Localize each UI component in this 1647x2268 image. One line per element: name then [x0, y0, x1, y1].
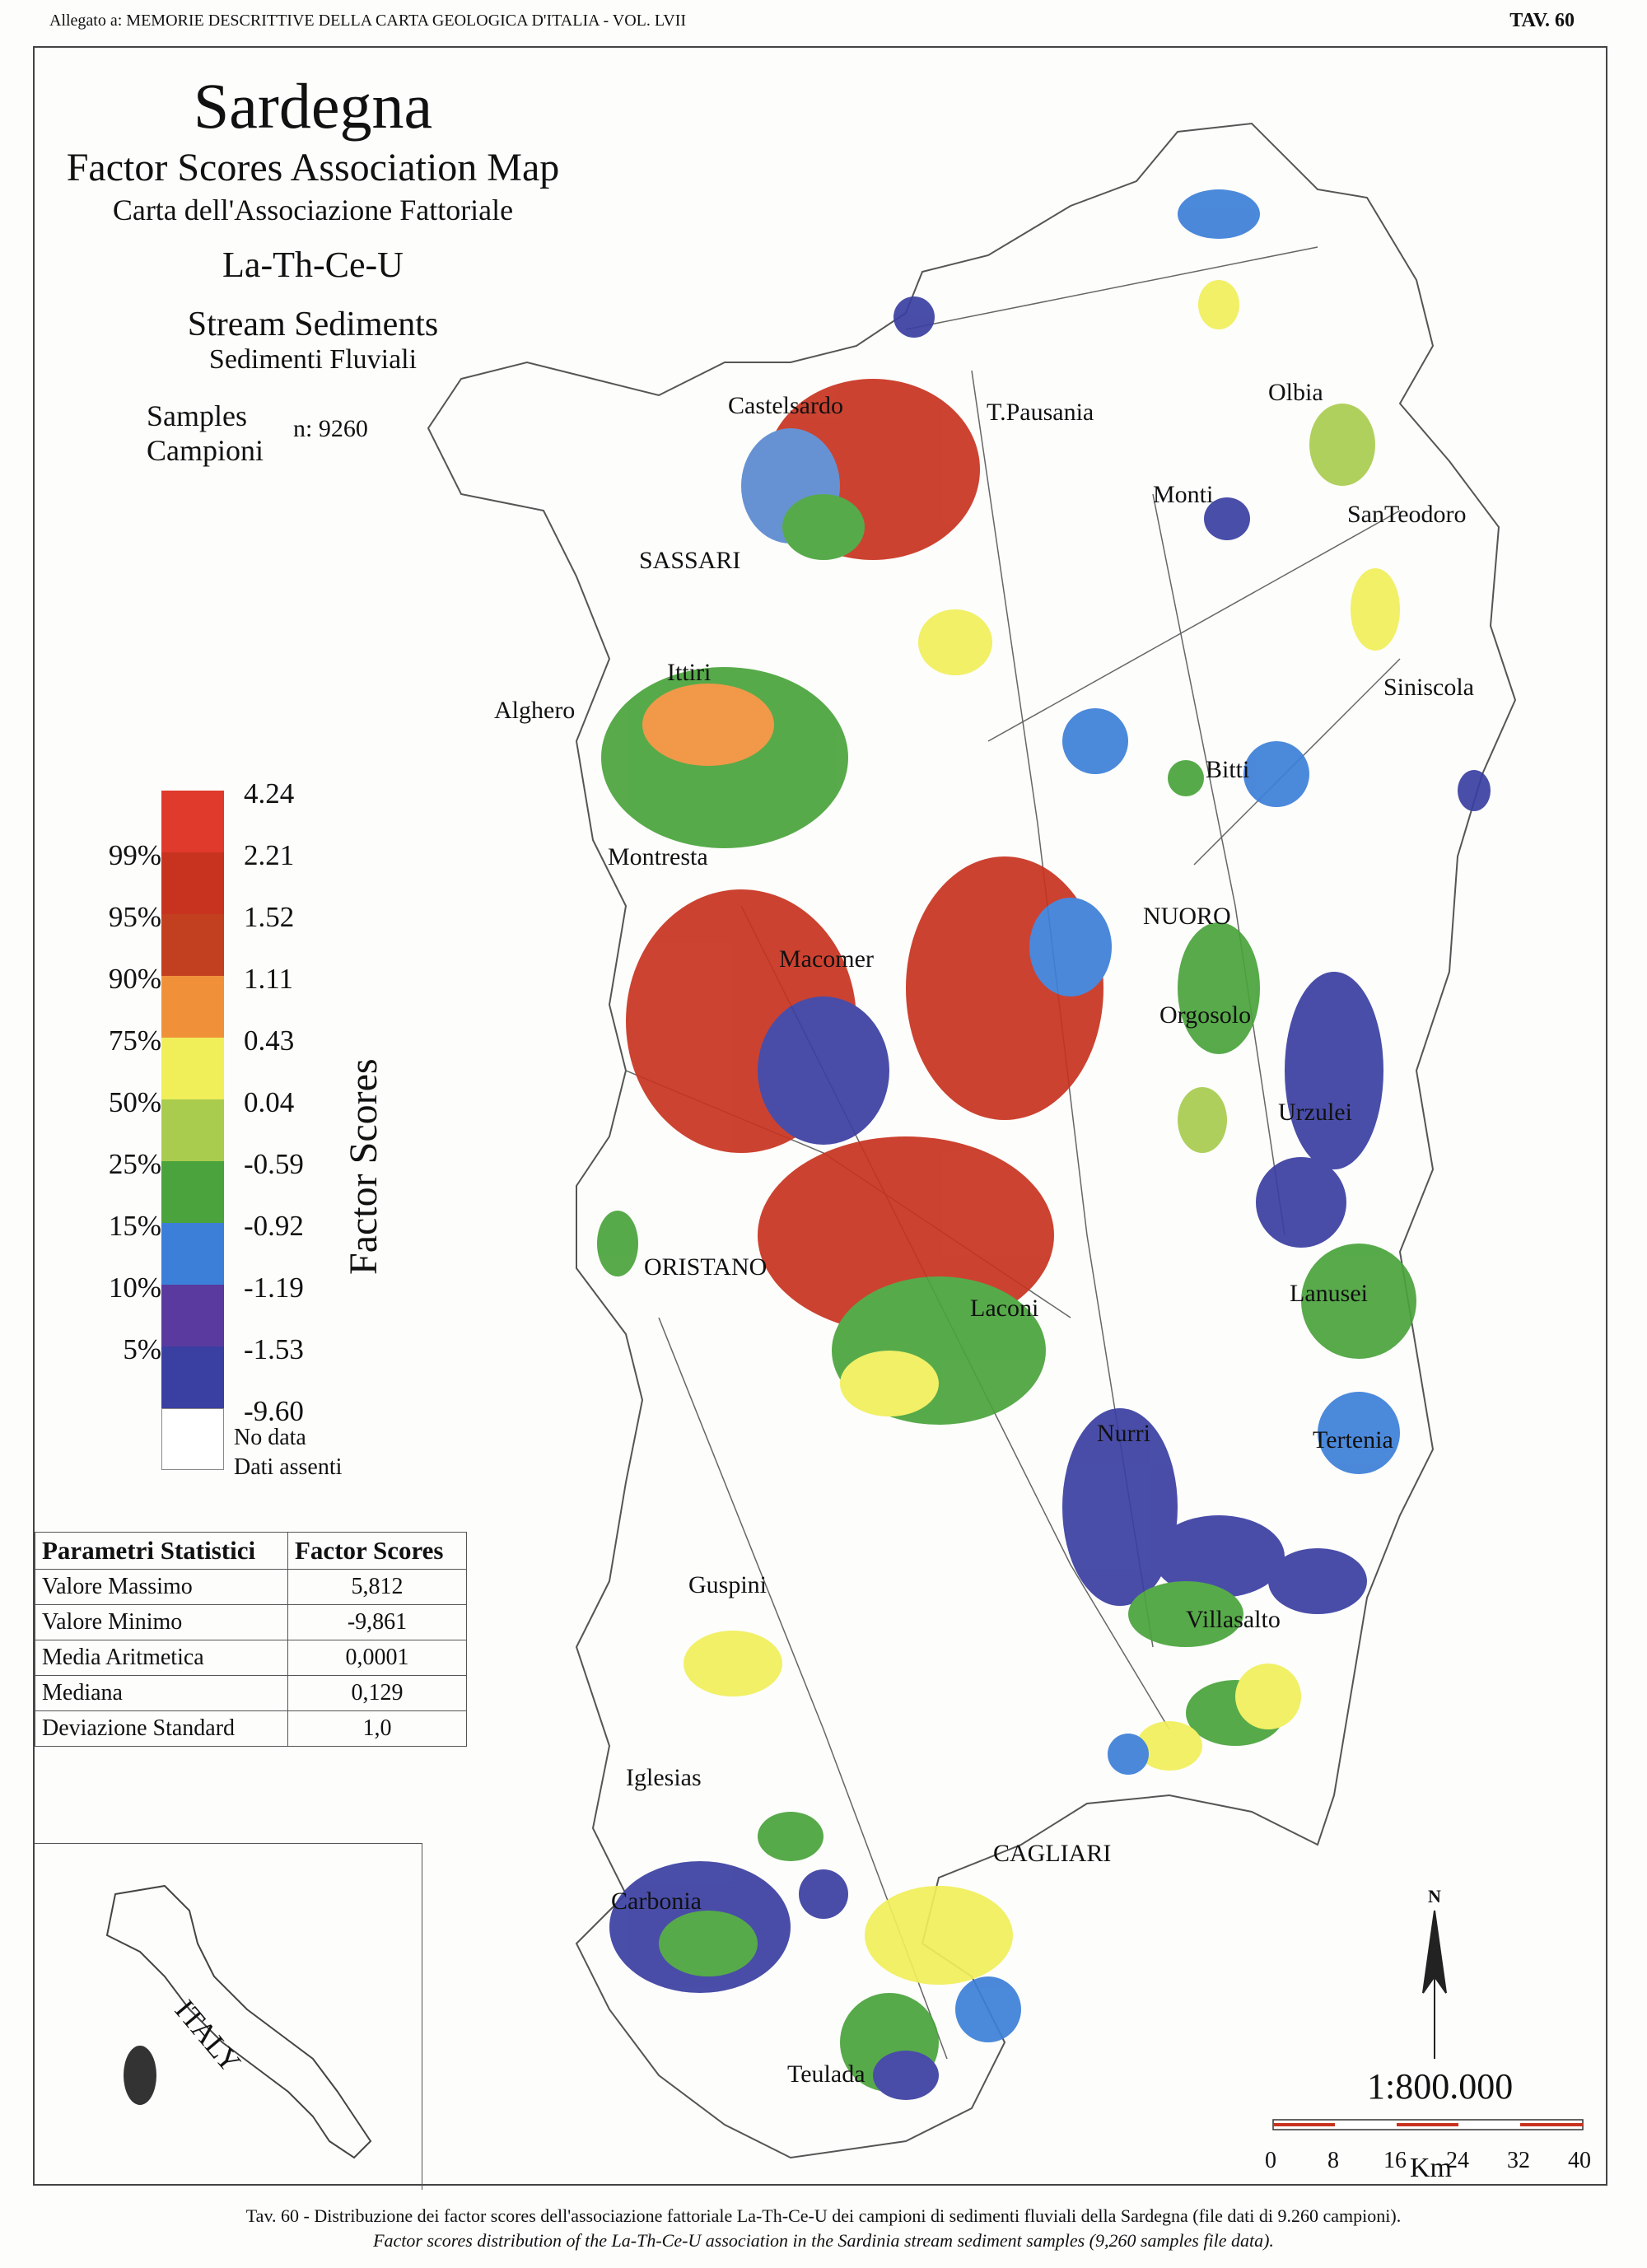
- scale-tick: 40: [1568, 2148, 1591, 2173]
- place-castelsardo: Castelsardo: [728, 392, 843, 419]
- scale-tick: 8: [1327, 2148, 1339, 2173]
- legend-percentile: 75%: [108, 1024, 161, 1057]
- place-santeodoro: SanTeodoro: [1347, 501, 1467, 528]
- place-monti: Monti: [1153, 481, 1214, 508]
- scale-tick: 32: [1507, 2148, 1530, 2173]
- legend-swatch-6: [161, 1161, 224, 1223]
- map-subtitle-it: Carta dell'Associazione Fattoriale: [112, 194, 514, 226]
- place-montresta: Montresta: [608, 843, 708, 870]
- stats-header-row: [35, 1533, 467, 1570]
- place-alghero: Alghero: [494, 697, 576, 724]
- legend-value: -1.53: [244, 1333, 304, 1365]
- stat-name: Mediana: [35, 1676, 288, 1711]
- samples-label-it: Campioni: [147, 434, 264, 467]
- place-carbonia: Carbonia: [611, 1888, 702, 1915]
- stat-value: -9,861: [288, 1605, 467, 1640]
- table-row: [35, 1711, 467, 1747]
- place-siniscola: Siniscola: [1383, 674, 1474, 701]
- stat-value: 1,0: [288, 1711, 467, 1747]
- stat-name: Valore Massimo: [35, 1570, 288, 1605]
- legend-swatch-2: [161, 914, 224, 976]
- legend-percentile: 50%: [108, 1086, 161, 1118]
- scale-tick: 24: [1446, 2148, 1469, 2173]
- place-laconi: Laconi: [970, 1295, 1039, 1322]
- legend-swatch-nodata: [161, 1408, 224, 1470]
- legend-percentile: 10%: [108, 1272, 161, 1304]
- place-oristano: ORISTANO: [644, 1253, 768, 1281]
- legend-percentile: 90%: [108, 963, 161, 995]
- table-row: [35, 1640, 467, 1676]
- place-urzulei: Urzulei: [1278, 1099, 1352, 1126]
- place-tertenia: Tertenia: [1313, 1426, 1393, 1454]
- legend-value: -0.59: [244, 1148, 304, 1180]
- north-label: N: [1428, 1886, 1441, 1906]
- legend-no-data-it: Dati assenti: [234, 1454, 343, 1480]
- legend-value: 0.43: [244, 1024, 295, 1057]
- legend-axis-label: Factor Scores: [342, 1058, 385, 1275]
- place-cagliari: CAGLIARI: [993, 1840, 1112, 1867]
- place-guspini: Guspini: [688, 1571, 768, 1598]
- legend-value: 1.11: [244, 963, 293, 995]
- legend-value: -0.92: [244, 1210, 304, 1242]
- caption-en: Factor scores distribution of the La-Th-Ce-U association in the Sardinia stream sediment samples (9,260 samples file data).: [373, 2230, 1274, 2251]
- scale-ratio: 1:800.000: [1367, 2066, 1514, 2107]
- scale-unit: Km: [1410, 2153, 1452, 2183]
- stat-name: Deviazione Standard: [35, 1711, 288, 1747]
- table-row: [35, 1605, 467, 1640]
- place-ittiri: Ittiri: [667, 659, 712, 686]
- scale-tick: 16: [1383, 2148, 1407, 2173]
- legend-swatch-1: [161, 852, 224, 914]
- scale-bar: [1273, 2120, 1583, 2130]
- stat-name: Valore Minimo: [35, 1605, 288, 1640]
- legend-percentile: 5%: [123, 1333, 161, 1365]
- north-arrow: [1423, 1911, 1446, 2059]
- place-tpausania: T.Pausania: [987, 399, 1094, 426]
- place-olbia: Olbia: [1268, 379, 1323, 406]
- legend-percentile: 99%: [108, 839, 161, 871]
- stats-header-param: Parametri Statistici: [35, 1533, 288, 1570]
- place-nurri: Nurri: [1097, 1420, 1150, 1447]
- table-row: [35, 1570, 467, 1605]
- caption-it: Tav. 60 - Distribuzione dei factor scores dell'associazione fattoriale La-Th-Ce-U dei campioni di sedimenti fluviali della Sardegna (file dati di 9.260 campioni).: [245, 2205, 1402, 2226]
- map-subtitle-en: Factor Scores Association Map: [66, 146, 560, 189]
- legend-swatch-5: [161, 1099, 224, 1161]
- media-label-en: Stream Sediments: [187, 306, 439, 343]
- legend-percentile: 25%: [108, 1148, 161, 1180]
- legend-value: -1.19: [244, 1272, 304, 1304]
- legend-value: 1.52: [244, 901, 295, 933]
- place-nuoro: NUORO: [1143, 903, 1231, 930]
- place-orgosolo: Orgosolo: [1159, 1001, 1252, 1029]
- legend-value: 4.24: [244, 777, 295, 810]
- inset-label: ITALY: [168, 1993, 248, 2079]
- place-bitti: Bitti: [1206, 756, 1250, 783]
- plate-number: TAV. 60: [1509, 10, 1575, 31]
- legend-percentile: 15%: [108, 1210, 161, 1242]
- legend-swatch-8: [161, 1285, 224, 1346]
- stat-value: 0,129: [288, 1676, 467, 1711]
- legend-no-data-en: No data: [234, 1425, 306, 1450]
- stat-name: Media Aritmetica: [35, 1640, 288, 1676]
- samples-label-en: Samples: [147, 399, 247, 432]
- legend-swatch-3: [161, 976, 224, 1038]
- place-macomer: Macomer: [779, 945, 874, 973]
- media-label-it: Sedimenti Fluviali: [208, 344, 418, 375]
- association-label: La-Th-Ce-U: [222, 245, 404, 285]
- legend-swatch-9: [161, 1346, 224, 1408]
- stats-header-value: Factor Scores: [288, 1533, 467, 1570]
- factor-score-blobs: [597, 189, 1491, 2100]
- header-left: Allegato a: MEMORIE DESCRITTIVE DELLA CARTA GEOLOGICA D'ITALIA - VOL. LVII: [49, 12, 687, 30]
- legend-value: 2.21: [244, 839, 295, 871]
- stat-value: 0,0001: [288, 1640, 467, 1676]
- map-title: Sardegna: [193, 70, 433, 142]
- place-villasalto: Villasalto: [1186, 1606, 1281, 1633]
- legend-value: 0.04: [244, 1086, 295, 1118]
- legend-swatch-0: [161, 791, 224, 852]
- stats-table: [35, 1532, 467, 1747]
- place-lanusei: Lanusei: [1290, 1280, 1368, 1307]
- place-teulada: Teulada: [787, 2060, 865, 2088]
- place-iglesias: Iglesias: [626, 1764, 702, 1791]
- stat-value: 5,812: [288, 1570, 467, 1605]
- italy-inset: [35, 1843, 422, 2190]
- scale-tick: 0: [1265, 2148, 1276, 2173]
- samples-count: n: 9260: [293, 415, 368, 442]
- place-sassari: SASSARI: [639, 547, 741, 574]
- table-row: [35, 1676, 467, 1711]
- legend-value: -9.60: [244, 1395, 304, 1427]
- fault-lines: [626, 247, 1400, 2059]
- legend-swatch-4: [161, 1038, 224, 1099]
- legend-percentile: 95%: [108, 901, 161, 933]
- legend-swatch-7: [161, 1223, 224, 1285]
